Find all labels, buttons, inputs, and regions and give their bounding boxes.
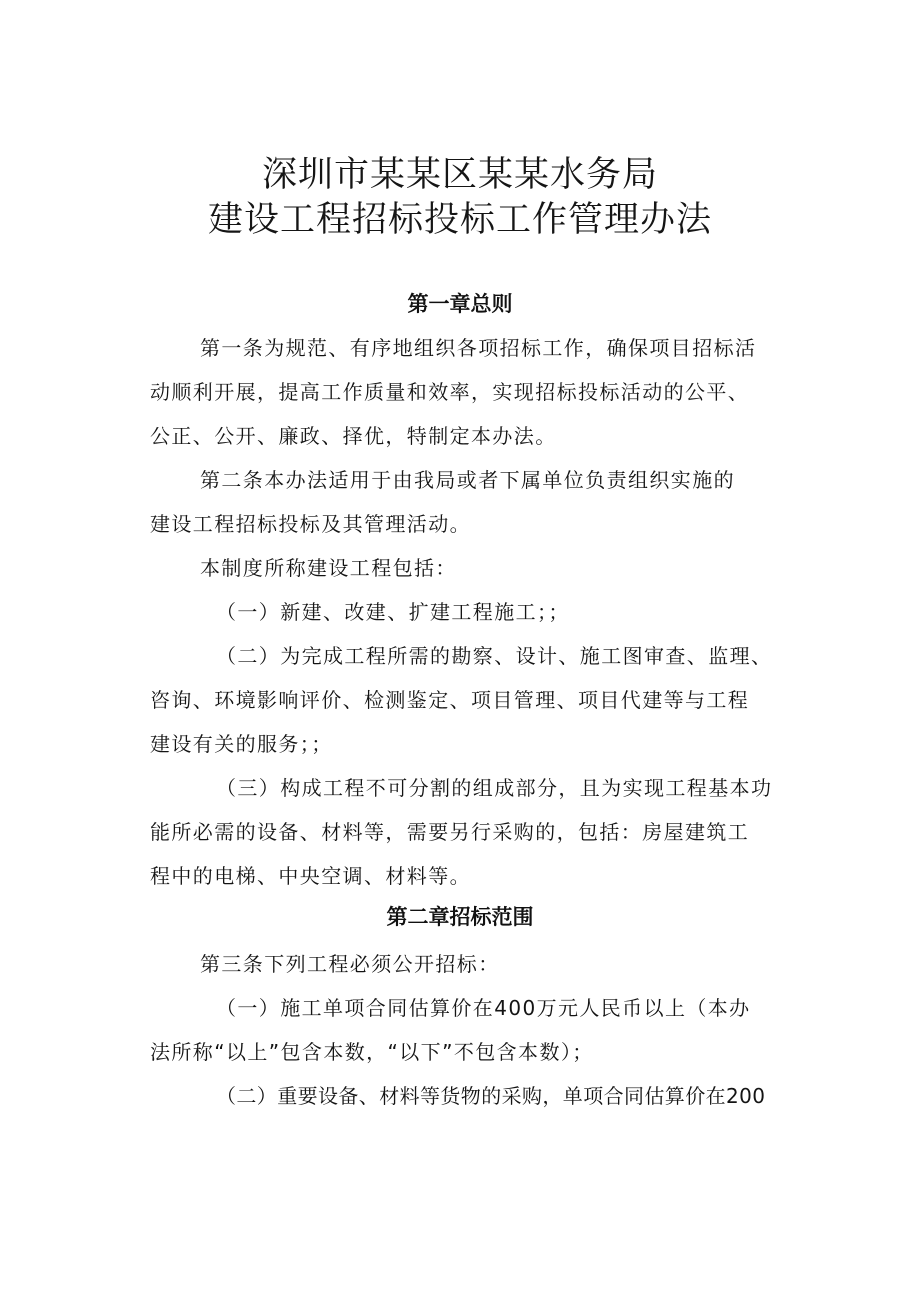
article-3-item-2-line-1: （二）重要设备、材料等货物的采购，单项合同估算价在200: [216, 1084, 766, 1108]
chapter-1-heading: 第一章总则: [407, 292, 513, 316]
article-1-line-1: 第一条为规范、有序地组织各项招标工作，确保项目招标活: [200, 336, 757, 360]
chapter-2-heading: 第二章招标范围: [386, 905, 534, 929]
scope-item-2-line-2: 咨询、环境影响评价、检测鉴定、项目管理、项目代建等与工程: [150, 688, 750, 712]
article-3-item-1-line-2: 法所称“以上”包含本数，“以下”不包含本数）；: [150, 1040, 594, 1064]
scope-item-3-line-2: 能所必需的设备、材料等，需要另行采购的，包括：房屋建筑工: [150, 820, 750, 844]
scope-item-2-line-1: （二）为完成工程所需的勘察、设计、施工图审查、监理、: [216, 644, 773, 668]
scope-item-3-line-3: 程中的电梯、中央空调、材料等。: [150, 864, 471, 888]
article-3-item-1-line-1: （一）施工单项合同估算价在400万元人民币以上（本办: [216, 996, 751, 1020]
scope-item-1: （一）新建、改建、扩建工程施工；；: [216, 600, 570, 624]
scope-intro: 本制度所称建设工程包括：: [200, 556, 457, 580]
article-2-line-1: 第二条本办法适用于由我局或者下属单位负责组织实施的: [200, 468, 735, 492]
scope-item-3-line-1: （三）构成工程不可分割的组成部分，且为实现工程基本功: [216, 776, 773, 800]
document-title-line-1: 深圳市某某区某某水务局: [261, 155, 658, 195]
article-3-intro: 第三条下列工程必须公开招标：: [200, 952, 500, 976]
article-1-line-2: 动顺利开展，提高工作质量和效率，实现招标投标活动的公平、: [150, 380, 750, 404]
article-2-line-2: 建设工程招标投标及其管理活动。: [150, 512, 471, 536]
document-title-line-2: 建设工程招标投标工作管理办法: [207, 200, 712, 240]
scope-item-2-line-3: 建设有关的服务；；: [150, 732, 333, 756]
article-1-line-3: 公正、公开、廉政、择优，特制定本办法。: [150, 424, 557, 448]
